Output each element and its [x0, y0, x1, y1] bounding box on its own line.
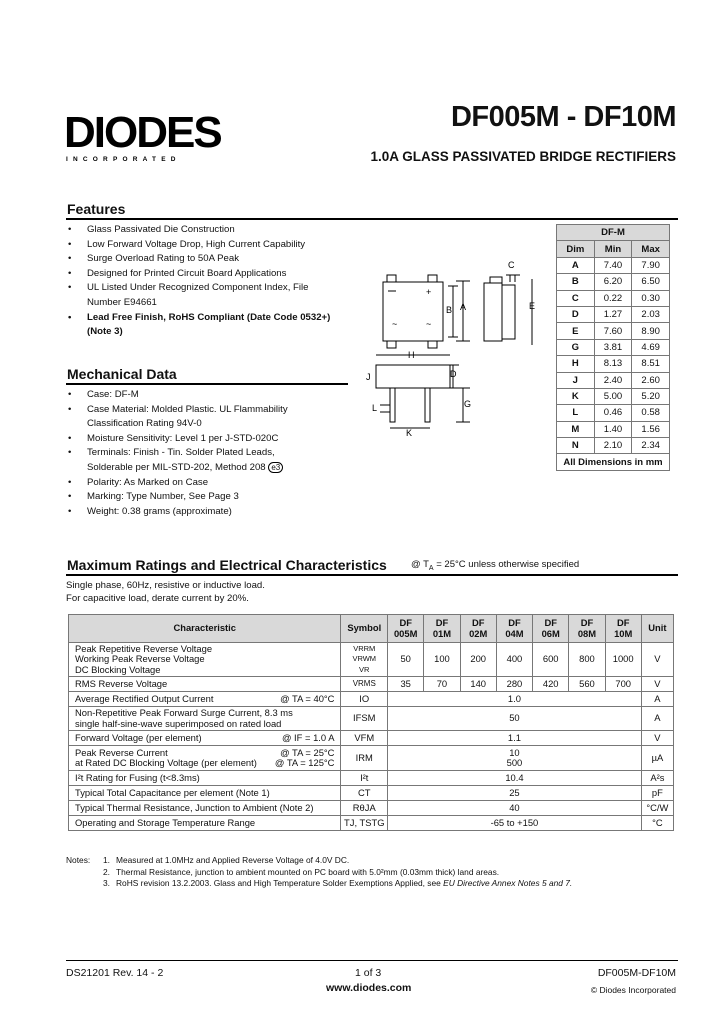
table-cell: 6.50 [632, 274, 670, 290]
table-cell: B [557, 274, 595, 290]
list-item: • Terminals: Finish - Tin. Solder Plated Leads, Solderable per MIL-STD-202, Method 208 e3 [66, 446, 313, 475]
subtitle: 1.0A GLASS PASSIVATED BRIDGE RECTIFIERS [370, 149, 676, 164]
e3-mark: e3 [268, 462, 283, 473]
ratings-heading: Maximum Ratings and Electrical Characteristics [67, 557, 387, 573]
table-row [557, 290, 670, 306]
page-number: 1 of 3 [355, 967, 382, 979]
table-cell: VFM [341, 731, 388, 746]
table-cell: 0.22 [594, 290, 632, 306]
table-cell: 700 [605, 677, 641, 692]
table-cell: pF [641, 786, 673, 801]
table-cell: 2.40 [594, 372, 632, 388]
table-row [557, 405, 670, 421]
table-cell: 10 500 [388, 746, 642, 771]
table-cell: Typical Total Capacitance per element (Note 1) [69, 786, 341, 801]
table-cell: TJ, TSTG [341, 816, 388, 831]
table-cell: H [557, 356, 595, 372]
table-cell: 280 [496, 677, 532, 692]
table-cell: 6.20 [594, 274, 632, 290]
table-cell: D [557, 306, 595, 322]
dim-label-g: G [464, 399, 472, 409]
list-item: 2. Thermal Resistance, junction to ambient mounted on PC board with 5.0²mm (0.03mm thick) land areas. [103, 866, 500, 877]
list-item: • Moisture Sensitivity: Level 1 per J-STD-020C [66, 432, 356, 447]
list-item: 1. Measured at 1.0MHz and Applied Reverse Voltage of 4.0V DC. [103, 855, 350, 865]
mechanical-rule [66, 383, 348, 385]
notes-label: Notes: [66, 855, 91, 865]
company-logo-sub: INCORPORATED [66, 156, 181, 163]
table-cell: E [557, 323, 595, 339]
table-cell: 8.51 [632, 356, 670, 372]
list-item: • Designed for Printed Circuit Board Applications [66, 267, 356, 282]
table-cell: J [557, 372, 595, 388]
dim-label-a: A [460, 302, 467, 312]
table-cell: N [557, 438, 595, 454]
list-item: • UL Listed Under Recognized Component Index, File Number E94661 [66, 281, 327, 310]
table-cell: 1.27 [594, 306, 632, 322]
table-cell: 2.03 [632, 306, 670, 322]
table-cell: °C [641, 816, 673, 831]
col-header: DF 04M [496, 615, 532, 643]
table-row [69, 746, 674, 771]
table-cell: 2.34 [632, 438, 670, 454]
col-header: DF 005M [388, 615, 424, 643]
table-row [557, 257, 670, 273]
ratings-condition: @ $T_A = 25^\circ C$ unless otherwise specified [411, 559, 580, 572]
table-cell: A [557, 257, 595, 273]
table-cell: VRMS [341, 677, 388, 692]
table-cell: 2.10 [594, 438, 632, 454]
table-cell: A²s [641, 771, 673, 786]
table-cell: 560 [569, 677, 605, 692]
col-header: DF 02M [460, 615, 496, 643]
table-cell: M [557, 421, 595, 437]
table-cell: C [557, 290, 595, 306]
list-item: • Glass Passivated Die Construction [66, 223, 356, 238]
dimension-table [556, 224, 670, 471]
table-row [69, 816, 674, 831]
tilde-mark: ~ [426, 319, 432, 329]
table-cell: 7.60 [594, 323, 632, 339]
table-cell: V [641, 643, 673, 677]
list-item: • Polarity: As Marked on Case [66, 476, 356, 491]
list-item: • Lead Free Finish, RoHS Compliant (Date Code 0532+) (Note 3) [66, 311, 337, 340]
table-cell: 50 [388, 643, 424, 677]
table-row [69, 801, 674, 816]
table-cell: -65 to +150 [388, 816, 642, 831]
package-name: DF-M [557, 225, 670, 241]
table-cell: 140 [460, 677, 496, 692]
table-cell: 8.13 [594, 356, 632, 372]
features-rule [66, 218, 678, 220]
table-row [557, 438, 670, 454]
dim-footer: All Dimensions in mm [557, 454, 670, 470]
table-cell: 4.69 [632, 339, 670, 355]
list-item: • Low Forward Voltage Drop, High Current Capability [66, 238, 356, 253]
mechanical-heading: Mechanical Data [67, 366, 177, 382]
package-diagram [360, 255, 560, 440]
table-cell: 50 [388, 707, 642, 731]
features-heading: Features [67, 201, 126, 217]
features-list [66, 223, 356, 340]
table-cell: 1.56 [632, 421, 670, 437]
table-cell: 0.46 [594, 405, 632, 421]
table-cell: 25 [388, 786, 642, 801]
table-cell: K [557, 388, 595, 404]
table-row [69, 731, 674, 746]
table-cell: Peak Repetitive Reverse Voltage Working Peak Reverse Voltage DC Blocking Voltage [69, 643, 341, 677]
table-row [557, 339, 670, 355]
table-cell: 0.58 [632, 405, 670, 421]
table-cell: 0.30 [632, 290, 670, 306]
col-header: Characteristic [69, 615, 341, 643]
table-cell: 200 [460, 643, 496, 677]
part-title: DF005M - DF10M [450, 101, 676, 133]
table-cell: 35 [388, 677, 424, 692]
table-row [557, 356, 670, 372]
dim-label-b: B [446, 305, 453, 315]
table-cell: IRM [341, 746, 388, 771]
dim-label-d: D [450, 369, 457, 379]
tilde-mark: ~ [392, 319, 398, 329]
col-header: Symbol [341, 615, 388, 643]
table-cell: VRRM VRWM VR [341, 643, 388, 677]
col-header: DF 06M [533, 615, 569, 643]
table-cell: 100 [424, 643, 460, 677]
table-row [69, 771, 674, 786]
table-cell: Non-Repetitive Peak Forward Surge Current, 8.3 ms single half-sine-wave superimposed on rated load [69, 707, 341, 731]
table-cell: 40 [388, 801, 642, 816]
table-cell: 1000 [605, 643, 641, 677]
table-cell: 8.90 [632, 323, 670, 339]
table-row [557, 274, 670, 290]
table-cell: µA [641, 746, 673, 771]
table-cell: IO [341, 692, 388, 707]
table-cell: RMS Reverse Voltage [69, 677, 341, 692]
col-header: Max [632, 241, 670, 257]
table-row [69, 707, 674, 731]
table-row [69, 692, 674, 707]
table-cell: 600 [533, 643, 569, 677]
table-cell: RθJA [341, 801, 388, 816]
table-row [557, 421, 670, 437]
list-item: • Marking: Type Number, See Page 3 [66, 490, 356, 505]
table-cell: Operating and Storage Temperature Range [69, 816, 341, 831]
list-item: 3. RoHS revision 13.2.2003. Glass and High Temperature Solder Exemptions Applied, see EU Directive Annex Notes 5 and 7. [103, 878, 573, 889]
website-link[interactable]: www.diodes.com [326, 982, 412, 994]
table-cell: 1.1 [388, 731, 642, 746]
table-cell: 70 [424, 677, 460, 692]
table-cell: G [557, 339, 595, 355]
table-cell: 400 [496, 643, 532, 677]
table-cell: V [641, 677, 673, 692]
mechanical-list [66, 388, 356, 519]
table-cell: Average Rectified Output Current @ TA = 40°C [69, 692, 341, 707]
list-item: • Weight: 0.38 grams (approximate) [66, 505, 356, 520]
doc-number: DS21201 Rev. 14 - 2 [66, 967, 164, 979]
table-cell: I²t [341, 771, 388, 786]
dim-label-e: E [529, 301, 536, 311]
table-row [69, 643, 674, 677]
table-cell: 5.20 [632, 388, 670, 404]
company-logo: DIODES [64, 108, 221, 157]
front-view [376, 355, 470, 428]
table-cell: A [641, 707, 673, 731]
table-cell: Typical Thermal Resistance, Junction to Ambient (Note 2) [69, 801, 341, 816]
ratings-table [68, 614, 674, 831]
table-cell: A [641, 692, 673, 707]
notes-list [103, 855, 663, 890]
table-cell: Forward Voltage (per element) @ IF = 1.0 A [69, 731, 341, 746]
table-cell: I²t Rating for Fusing (t<8.3ms) [69, 771, 341, 786]
col-header: Dim [557, 241, 595, 257]
dim-label-k: K [406, 428, 413, 438]
table-cell: Peak Reverse Current at Rated DC Blocking Voltage (per element) @ TA = 25°C @ TA = 125°C [69, 746, 341, 771]
table-cell: L [557, 405, 595, 421]
table-cell: 7.40 [594, 257, 632, 273]
col-header: Unit [641, 615, 673, 643]
footer-rule [66, 960, 678, 961]
table-row [557, 323, 670, 339]
table-cell: 420 [533, 677, 569, 692]
ratings-rule [66, 574, 678, 576]
ratings-intro: Single phase, 60Hz, resistive or inductive load. For capacitive load, derate current by 20%. [66, 580, 265, 604]
table-cell: 2.60 [632, 372, 670, 388]
table-cell: 1.40 [594, 421, 632, 437]
table-row [557, 388, 670, 404]
dim-label-h: H [408, 350, 415, 360]
table-cell: V [641, 731, 673, 746]
col-header: DF 08M [569, 615, 605, 643]
table-cell: 10.4 [388, 771, 642, 786]
list-item: • Surge Overload Rating to 50A Peak [66, 252, 356, 267]
copyright: © Diodes Incorporated [590, 985, 676, 995]
table-cell: 7.90 [632, 257, 670, 273]
table-row [557, 306, 670, 322]
table-cell: 800 [569, 643, 605, 677]
table-cell: 5.00 [594, 388, 632, 404]
list-item: • Case Material: Molded Plastic. UL Flammability Classification Rating 94V-0 [66, 403, 317, 432]
table-cell: °C/W [641, 801, 673, 816]
col-header: Min [594, 241, 632, 257]
table-row [69, 677, 674, 692]
dim-label-c: C [508, 260, 515, 270]
table-cell: 1.0 [388, 692, 642, 707]
table-cell: CT [341, 786, 388, 801]
list-item: • Case: DF-M [66, 388, 356, 403]
table-cell: IFSM [341, 707, 388, 731]
col-header: DF 10M [605, 615, 641, 643]
plus-mark: + [426, 287, 432, 297]
dim-label-j: J [366, 372, 371, 382]
top-view [383, 275, 470, 348]
table-cell: 3.81 [594, 339, 632, 355]
table-row [557, 372, 670, 388]
side-view [484, 275, 532, 345]
table-row [69, 786, 674, 801]
footer-part: DF005M-DF10M [597, 967, 676, 979]
col-header: DF 01M [424, 615, 460, 643]
dim-label-l: L [372, 403, 378, 413]
